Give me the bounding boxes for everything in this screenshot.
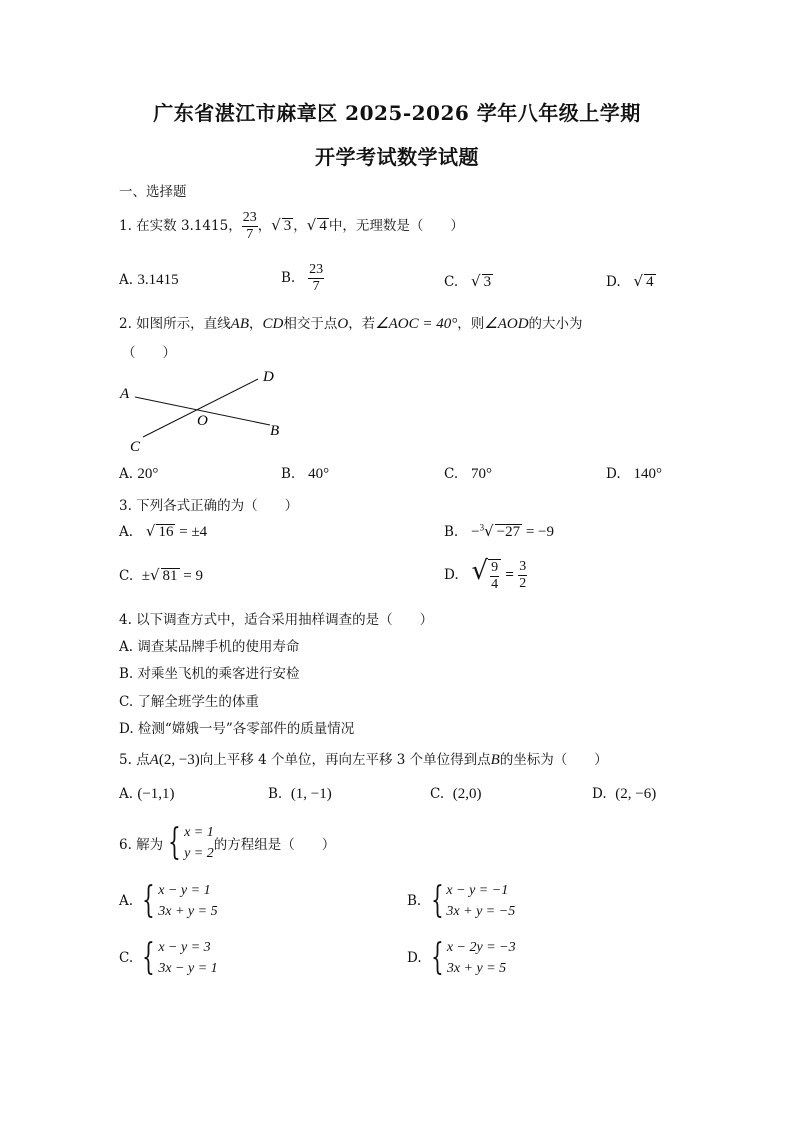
q4-option-b[interactable]: B. 对乘坐飞机的乘客进行安检 xyxy=(119,666,300,682)
q2-option-c[interactable] xyxy=(444,466,492,483)
q1-stem xyxy=(119,210,464,243)
option-label: D. xyxy=(606,274,621,290)
q5-point-a: A xyxy=(149,752,159,768)
option-label: A. xyxy=(119,466,134,482)
q2-cd: CD xyxy=(262,316,284,332)
page-title: 广东省湛江市麻章区 2025-2026 学年八年级上学期 xyxy=(153,101,641,125)
q5-stem-prefix: 5. 点 xyxy=(119,752,150,768)
option-radicand: −27 xyxy=(496,524,521,540)
option-label: D. xyxy=(407,950,422,966)
option-label: C. xyxy=(444,466,459,482)
q1-rad2: 4 xyxy=(319,218,327,234)
q2-stem-prefix: 2. 如图所示，直线 xyxy=(119,316,231,332)
q2-angle2: ∠AOD xyxy=(484,316,529,332)
option-label: D. xyxy=(606,466,621,482)
sys-line: x − y = 1 xyxy=(158,883,211,898)
q6-option-d[interactable] xyxy=(407,937,516,979)
option-system xyxy=(158,937,217,979)
sys-line: 3x + y = −5 xyxy=(446,904,516,919)
q5-point-b: B xyxy=(490,752,500,768)
sqrt-sign: √ xyxy=(471,556,489,586)
frac-num: 3 xyxy=(519,559,527,574)
sys-line: 3x + y = 5 xyxy=(158,904,218,919)
option-fraction xyxy=(488,559,501,593)
option-system xyxy=(158,880,217,922)
option-rest: = ±4 xyxy=(175,524,208,540)
option-label: C. xyxy=(119,568,134,584)
sqrt-sign: √ xyxy=(633,272,644,290)
fig-label-c: C xyxy=(130,439,141,455)
option-label: C. xyxy=(444,274,459,290)
q2-mid: 相交于点 xyxy=(283,316,338,332)
option-system xyxy=(447,937,516,979)
left-brace: { xyxy=(142,880,156,921)
q5-option-b[interactable] xyxy=(268,786,332,803)
option-value: 20° xyxy=(137,466,159,482)
q5-option-c[interactable] xyxy=(430,786,481,803)
q5-coord-a: (2, −3) xyxy=(158,752,200,768)
q2-stem-suffix: 的大小为 xyxy=(528,316,583,332)
left-brace: { xyxy=(431,937,444,978)
q5-stem xyxy=(119,748,608,769)
option-label: C. xyxy=(119,950,134,966)
option-prefix: − xyxy=(471,524,480,540)
option-label: A. xyxy=(119,272,134,288)
option-value: 140° xyxy=(633,466,663,482)
option-label: A. xyxy=(119,524,134,540)
option-rest: = −9 xyxy=(522,524,555,540)
q4-option-d[interactable]: D. 检测“嫦娥一号”各零部件的质量情况 xyxy=(119,721,355,737)
sys-line: x − y = 3 xyxy=(158,940,211,955)
q1-option-b[interactable] xyxy=(281,262,324,295)
option-label: C. xyxy=(430,786,445,802)
q1-frac-num: 23 xyxy=(242,210,257,225)
section-heading: 一、选择题 xyxy=(119,184,187,200)
option-value: (1, −1) xyxy=(290,786,332,802)
q2-option-b[interactable] xyxy=(281,466,329,483)
q5-option-d[interactable] xyxy=(592,786,656,803)
sqrt-sign: √ xyxy=(149,566,160,584)
q3-option-d[interactable] xyxy=(444,556,527,593)
q2-mid3: ，则 xyxy=(457,316,485,332)
option-label: B. xyxy=(281,270,296,286)
q1-option-c[interactable] xyxy=(444,272,493,290)
q6-option-c[interactable] xyxy=(119,937,218,979)
q1-sep2: ， xyxy=(293,218,307,234)
q2-paren: （ ） xyxy=(122,345,176,361)
option-value: (2, −6) xyxy=(615,786,657,802)
page-subtitle: 开学考试数学试题 xyxy=(315,145,479,169)
q1-fraction xyxy=(242,210,258,243)
sqrt-sign: √ xyxy=(145,522,156,540)
q4-option-c[interactable]: C. 了解全班学生的体重 xyxy=(119,694,259,710)
fig-label-b: B xyxy=(270,423,280,439)
frac-den: 2 xyxy=(519,576,527,591)
option-value: 3.1415 xyxy=(137,272,179,288)
option-label: B. xyxy=(281,466,296,482)
root-index: 3 xyxy=(479,522,485,533)
cbrt-sign: √ xyxy=(484,522,494,540)
q2-angle1: ∠AOC = 40° xyxy=(375,316,458,332)
q1-frac-den: 7 xyxy=(246,227,254,242)
q6-stem-prefix: 6. 解为 xyxy=(119,837,164,853)
option-value: (2,0) xyxy=(452,786,482,802)
frac-den: 4 xyxy=(491,576,499,592)
option-value: 40° xyxy=(308,466,330,482)
sys-line: x − 2y = −3 xyxy=(446,940,516,955)
left-brace: { xyxy=(142,937,156,978)
q1-option-d[interactable] xyxy=(606,272,656,290)
fig-label-o: O xyxy=(197,413,208,429)
sys-line: x = 1 xyxy=(184,825,214,840)
sqrt-sign: √ xyxy=(471,272,481,290)
q2-mid2: ，若 xyxy=(348,316,376,332)
option-label: D. xyxy=(444,567,459,583)
option-label: A. xyxy=(119,893,134,909)
sqrt-sign: √ xyxy=(306,216,317,234)
left-brace: { xyxy=(430,880,444,921)
option-value: 70° xyxy=(471,466,493,482)
option-radicand: 3 xyxy=(483,274,492,290)
q6-solution-system xyxy=(184,822,214,864)
q1-stem-prefix: 1. 在实数 3.1415， xyxy=(119,218,242,234)
sys-line: y = 2 xyxy=(184,846,214,861)
q4-option-a[interactable]: A. 调查某品牌手机的使用寿命 xyxy=(119,639,300,655)
q4-stem: 4. 以下调查方式中，适合采用抽样调查的是（ ） xyxy=(119,612,434,628)
fig-label-a: A xyxy=(120,386,130,402)
frac-num: 23 xyxy=(309,262,324,277)
option-label: B. xyxy=(407,893,422,909)
sys-line: 3x + y = 5 xyxy=(446,961,507,976)
q2-comma: ， xyxy=(249,316,263,332)
q3-option-a[interactable] xyxy=(119,522,207,541)
frac-den: 7 xyxy=(312,279,320,294)
q3-stem: 3. 下列各式正确的为（ ） xyxy=(119,498,299,514)
sys-line: 3x − y = 1 xyxy=(158,961,218,976)
fig-label-d: D xyxy=(263,369,274,385)
option-radicand: 81 xyxy=(162,568,178,584)
q5-stem-mid: 向上平移 4 个单位，再向左平移 3 个单位得到点 xyxy=(199,752,491,768)
option-label: B. xyxy=(268,786,283,802)
option-value: (−1,1) xyxy=(137,786,175,802)
q1-sep: ， xyxy=(257,218,272,234)
option-eq: = xyxy=(505,567,514,583)
q2-ab: AB xyxy=(230,316,249,332)
q6-option-a[interactable] xyxy=(119,880,218,922)
q2-stem xyxy=(119,312,583,333)
q3-option-c[interactable] xyxy=(119,566,203,585)
q2-option-a[interactable] xyxy=(119,466,158,483)
option-fraction-right xyxy=(518,559,527,592)
q2-figure xyxy=(115,362,305,457)
q1-stem-suffix: 中，无理数是（ ） xyxy=(328,218,464,234)
sys-line: x − y = −1 xyxy=(446,883,509,898)
option-fraction xyxy=(308,262,324,295)
left-brace: { xyxy=(168,822,181,863)
q2-option-d[interactable] xyxy=(606,466,662,483)
frac-num: 9 xyxy=(491,559,499,575)
q5-option-a[interactable] xyxy=(119,786,175,803)
q6-stem xyxy=(119,822,335,864)
sqrt-sign: √ xyxy=(271,216,281,234)
option-label: B. xyxy=(444,524,459,540)
option-prefix: ± xyxy=(141,568,150,584)
q5-stem-suffix: 的坐标为（ ） xyxy=(499,752,608,768)
q6-stem-suffix: 的方程组是（ ） xyxy=(213,837,336,853)
q3-option-b[interactable] xyxy=(444,522,554,541)
q1-rad1: 3 xyxy=(283,218,292,234)
option-system xyxy=(446,880,515,922)
option-radicand: 16 xyxy=(158,524,174,540)
q6-option-b[interactable] xyxy=(407,880,515,922)
q1-option-a[interactable] xyxy=(119,272,179,289)
option-label: A. xyxy=(119,786,134,802)
option-radicand: 4 xyxy=(646,274,654,290)
q2-o: O xyxy=(337,316,349,332)
option-label: D. xyxy=(592,786,607,802)
option-rest: = 9 xyxy=(179,568,203,584)
